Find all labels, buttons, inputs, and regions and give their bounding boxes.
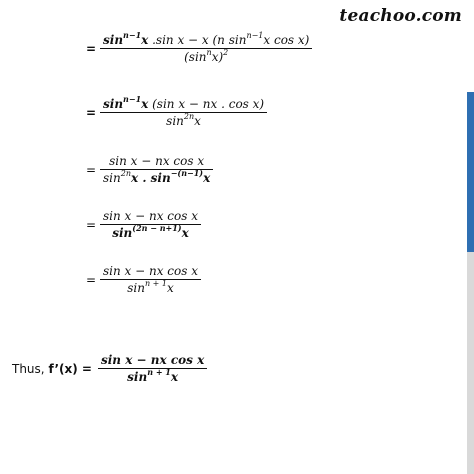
- numerator: sin x − nx cos x: [109, 154, 205, 168]
- step-3: [86, 153, 213, 186]
- denominator: $\sin^{n + 1}x$: [127, 367, 179, 384]
- numerator: sin x − nx cos x: [103, 209, 198, 223]
- numerator: $\sin^{n-1}x$ .sin x − x (n $\sin^{n-1}x$ cos x): [103, 30, 310, 47]
- denominator: $\sin^{(2n - n+1)}x$: [112, 223, 189, 240]
- equals-sign: =: [86, 105, 97, 120]
- equals-sign: =: [86, 272, 97, 287]
- denominator: $\sin^{2n}x$ . $\sin^{-(n-1)}x$: [103, 168, 211, 185]
- denominator: $\sin^{n + 1}x$: [127, 279, 174, 295]
- conclusion: [12, 352, 207, 385]
- equals-sign: =: [86, 41, 97, 56]
- thus-label: Thus, f’(x) =: [12, 361, 92, 376]
- denominator: $(\sin^nx)^2$: [184, 48, 229, 64]
- fraction: [100, 32, 312, 65]
- sidebar-rail: [467, 252, 474, 474]
- teachoo-logo: teachoo.com: [339, 6, 462, 26]
- step-2: [86, 96, 267, 129]
- equals-sign: =: [86, 217, 97, 232]
- step-4: [86, 208, 201, 241]
- fraction: [100, 208, 201, 241]
- numerator: sin x − nx cos x: [100, 353, 205, 367]
- fraction: [100, 96, 267, 129]
- fraction: [100, 153, 213, 186]
- sidebar-accent-bar: [467, 92, 474, 252]
- denominator: $\sin^{2n}x$: [166, 112, 201, 128]
- numerator: $\sin^{n-1}x$ (sin x − nx . cos x): [103, 94, 265, 111]
- fraction: [100, 263, 201, 296]
- numerator: sin x − nx cos x: [103, 264, 198, 278]
- fraction: [98, 352, 207, 385]
- step-1: [86, 32, 312, 65]
- step-5: [86, 263, 201, 296]
- equals-sign: =: [86, 162, 97, 177]
